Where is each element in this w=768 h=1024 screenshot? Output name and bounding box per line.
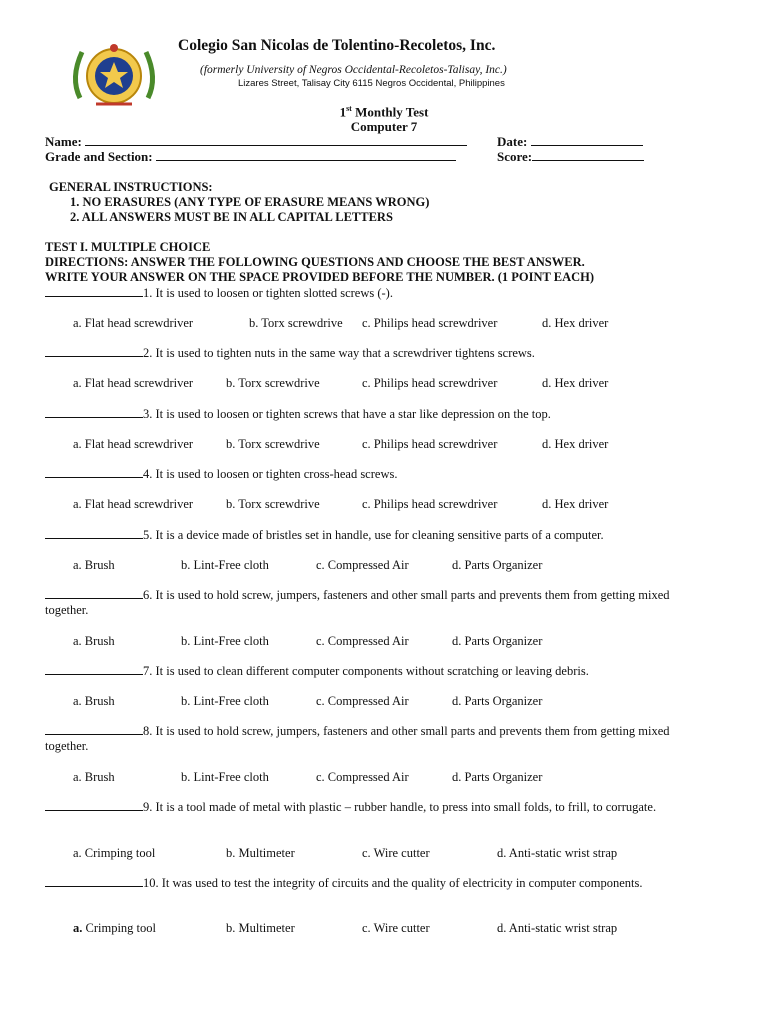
option-b: b. Torx screwdrive xyxy=(249,316,343,330)
option-d: d. Hex driver xyxy=(542,497,609,511)
option-a-text: Crimping tool xyxy=(85,921,156,935)
option-b: b. Lint-Free cloth xyxy=(181,770,269,784)
school-seal-logo xyxy=(66,38,162,110)
answer-blank[interactable] xyxy=(45,664,143,675)
question-2: 2. It is used to tighten nuts in the same way that a screwdriver tightens screws. xyxy=(45,346,705,361)
option-d: d. Parts Organizer xyxy=(452,558,543,572)
option-c: c. Philips head screwdriver xyxy=(362,497,498,511)
option-c: c. Philips head screwdriver xyxy=(362,376,498,390)
school-name: Colegio San Nicolas de Tolentino-Recoletos, Inc. xyxy=(178,37,496,54)
answer-blank[interactable] xyxy=(45,286,143,297)
test-title: 1st Monthly Test xyxy=(339,104,429,120)
option-a: a. Flat head screwdriver xyxy=(73,497,194,511)
grade-section-field: Grade and Section: xyxy=(45,149,456,165)
instruction-item: 1. NO ERASURES (ANY TYPE OF ERASURE MEANS WRONG) xyxy=(70,195,430,209)
option-a: a. Brush xyxy=(73,694,115,708)
option-a xyxy=(73,921,156,936)
answer-blank[interactable] xyxy=(45,588,143,599)
option-b: b. Lint-Free cloth xyxy=(181,558,269,572)
answer-blank[interactable] xyxy=(45,528,143,539)
option-a: a. Brush xyxy=(73,558,115,572)
subject-title: Computer 7 xyxy=(350,119,418,134)
option-a: a. Crimping tool xyxy=(73,846,156,860)
option-a: a. Flat head screwdriver xyxy=(73,437,194,451)
option-c: c. Compressed Air xyxy=(316,694,409,708)
date-field: Date: xyxy=(497,134,643,150)
test-section-title: TEST I. MULTIPLE CHOICE xyxy=(45,240,211,254)
question-4: 4. It is used to loosen or tighten cross-head screws. xyxy=(45,467,705,482)
option-b: b. Torx screwdrive xyxy=(226,376,320,390)
option-c: c. Wire cutter xyxy=(362,921,430,935)
option-c: c. Compressed Air xyxy=(316,558,409,572)
name-field: Name: xyxy=(45,134,467,150)
option-d: d. Hex driver xyxy=(542,437,609,451)
option-d: d. Anti-static wrist strap xyxy=(497,846,618,860)
option-d: d. Parts Organizer xyxy=(452,634,543,648)
option-b: b. Torx screwdrive xyxy=(226,497,320,511)
option-a: a. Flat head screwdriver xyxy=(73,316,194,330)
option-d: d. Hex driver xyxy=(542,316,609,330)
option-c: c. Compressed Air xyxy=(316,634,409,648)
question-3: 3. It is used to loosen or tighten screws that have a star like depression on the top. xyxy=(45,407,705,422)
question-5: 5. It is a device made of bristles set in handle, use for cleaning sensitive parts of a computer. xyxy=(45,528,705,543)
option-b: b. Lint-Free cloth xyxy=(181,694,269,708)
question-8: 8. It is used to hold screw, jumpers, fasteners and other small parts and prevents them from getting mixed together. xyxy=(45,724,670,753)
directions-line: WRITE YOUR ANSWER ON THE SPACE PROVIDED BEFORE THE NUMBER. (1 POINT EACH) xyxy=(45,270,595,284)
option-d: d. Anti-static wrist strap xyxy=(497,921,618,935)
option-a-letter: a. xyxy=(73,921,83,935)
instruction-item: 2. ALL ANSWERS MUST BE IN ALL CAPITAL LETTERS xyxy=(70,210,393,224)
question-10: 10. It was used to test the integrity of circuits and the quality of electricity in computer components. xyxy=(45,876,705,891)
option-a: a. Flat head screwdriver xyxy=(73,376,194,390)
question-9: 9. It is a tool made of metal with plastic – rubber handle, to press into small folds, to frill, to corrugate. xyxy=(45,800,705,815)
option-c: c. Compressed Air xyxy=(316,770,409,784)
answer-blank[interactable] xyxy=(45,876,143,887)
former-name: (formerly University of Negros Occidental-Recoletos-Talisay, Inc.) xyxy=(200,64,507,76)
school-address: Lizares Street, Talisay City 6115 Negros Occidental, Philippines xyxy=(238,78,505,89)
date-line[interactable] xyxy=(531,134,643,146)
answer-blank[interactable] xyxy=(45,800,143,811)
question-1: 1. It is used to loosen or tighten slotted screws (-). xyxy=(45,286,705,301)
option-b: b. Lint-Free cloth xyxy=(181,634,269,648)
option-a: a. Brush xyxy=(73,634,115,648)
answer-blank[interactable] xyxy=(45,467,143,478)
answer-blank[interactable] xyxy=(45,346,143,357)
option-d: d. Parts Organizer xyxy=(452,694,543,708)
score-field: Score: xyxy=(497,149,644,165)
option-c: c. Wire cutter xyxy=(362,846,430,860)
answer-blank[interactable] xyxy=(45,724,143,735)
directions-line: DIRECTIONS: ANSWER THE FOLLOWING QUESTIONS AND CHOOSE THE BEST ANSWER. xyxy=(45,255,585,269)
answer-blank[interactable] xyxy=(45,407,143,418)
name-line[interactable] xyxy=(85,134,467,146)
option-b: b. Multimeter xyxy=(226,846,295,860)
grade-section-line[interactable] xyxy=(156,149,456,161)
question-6: 6. It is used to hold screw, jumpers, fasteners and other small parts and prevents them from getting mixed together. xyxy=(45,588,670,617)
option-b: b. Torx screwdrive xyxy=(226,437,320,451)
option-d: d. Parts Organizer xyxy=(452,770,543,784)
score-line[interactable] xyxy=(532,149,644,161)
option-b: b. Multimeter xyxy=(226,921,295,935)
option-c: c. Philips head screwdriver xyxy=(362,437,498,451)
general-instructions-title: GENERAL INSTRUCTIONS: xyxy=(49,180,213,194)
option-d: d. Hex driver xyxy=(542,376,609,390)
option-c: c. Philips head screwdriver xyxy=(362,316,498,330)
option-a: a. Brush xyxy=(73,770,115,784)
question-7: 7. It is used to clean different computer components without scratching or leaving debris. xyxy=(45,664,705,679)
